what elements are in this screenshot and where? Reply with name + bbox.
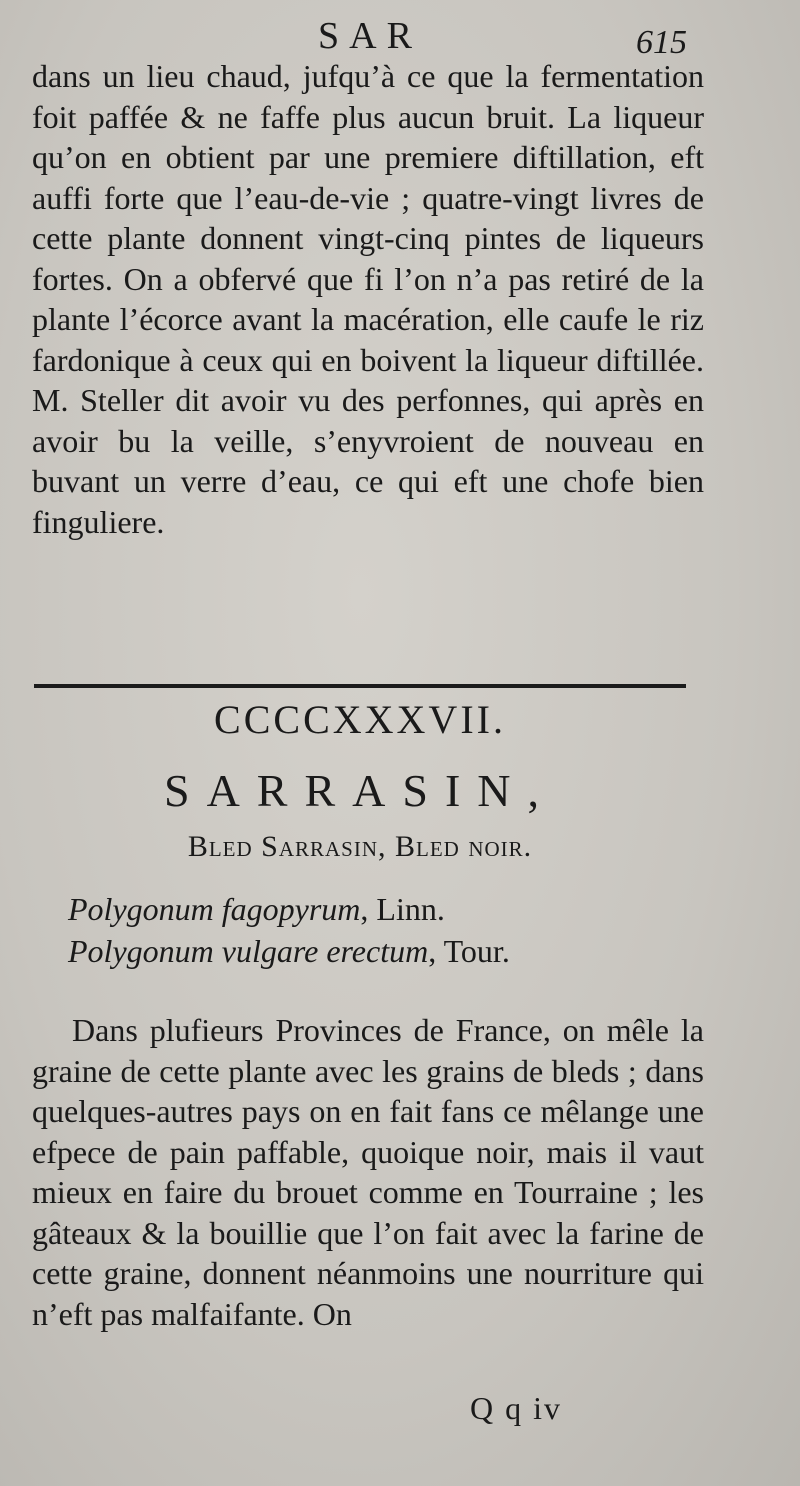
bottom-paragraph-block (32, 1010, 704, 1334)
authority: , Linn. (360, 891, 445, 927)
running-head: SAR (318, 15, 422, 57)
page-header (0, 8, 800, 61)
alternate-names: Bled Sarrasin, Bled noir. (187, 830, 533, 863)
section-number: CCCCXXXVII. (214, 697, 506, 742)
top-paragraph: dans un lieu chaud, jufqu’à ce que la fermentation foit paffée & ne faffe plus aucun bruit. La liqueur qu’on en obtient par une premiere diftillation, eft auffi forte que l’eau-de-vie ; quatre-vingt livres de cette plante donnent vingt-cinq pintes de liqueurs fortes. On a obfervé que fi l’on n’a pas retiré de la plante l’écorce avant la macération, elle caufe le riz fardonique à ceux qui en boivent la liqueur diftillée. M. Steller dit avoir vu des perfonnes, qui après en avoir bu la veille, s’enyvroient de nouveau en buvant un verre d’eau, ce qui eft une chofe bien finguliere. (32, 58, 704, 540)
synonym-line (68, 888, 688, 930)
latin-name: Polygonum vulgare erectum (68, 933, 429, 969)
authority: , Tour. (428, 933, 510, 969)
synonym-line (68, 930, 688, 972)
top-paragraph-block (32, 56, 704, 542)
signature-mark: Q q iv (470, 1390, 562, 1426)
bottom-paragraph: Dans plufieurs Provinces de France, on mêle la graine de cette plante avec les grains de bleds ; dans quelques-autres pays on en fait fans ce mêlange une efpece de pain paffable, quoique noir, mais il vaut mieux en faire du brouet comme en Tourraine ; les gâteaux & la bouillie que l’on fait avec la farine de cette graine, donnent néanmoins une nourriture qui n’eft pas malfaifante. On (32, 1012, 704, 1332)
page-number: 615 (636, 24, 687, 61)
synonym-list (68, 888, 688, 972)
latin-name: Polygonum fagopyrum (68, 891, 361, 927)
section-divider-rule (34, 684, 686, 688)
entry-title: SARRASIN, (163, 765, 556, 816)
